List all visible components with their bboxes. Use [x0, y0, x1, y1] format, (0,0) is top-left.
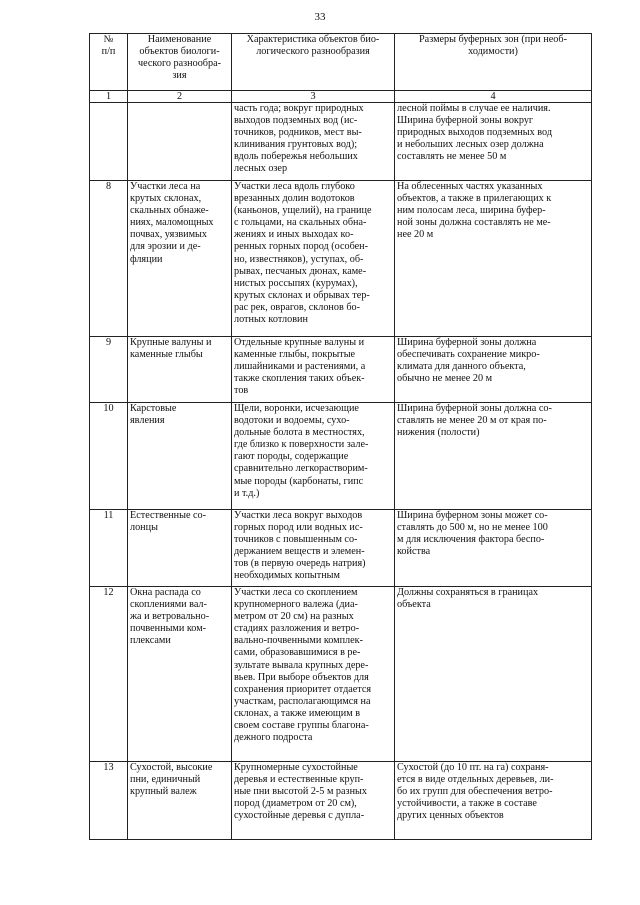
text-line: Участки леса на — [130, 181, 201, 192]
text-line: нижения (полости) — [397, 427, 480, 439]
table-header-row — [90, 34, 592, 91]
text-line: жениях и иных выходах ко- — [234, 229, 354, 241]
text-line: ним полосам леса, ширина буфер- — [397, 205, 546, 217]
text-line: склонах, а также имеющим в — [234, 707, 361, 719]
text-line: Ширина буферном зоны может со- — [397, 510, 548, 521]
row-number — [90, 103, 128, 181]
text-line: Естественные со- — [130, 510, 207, 521]
text-line: крутых склонах, — [130, 193, 202, 205]
object-characteristics-cell — [232, 587, 395, 762]
text-line: лотных котловин — [234, 314, 308, 326]
text-line: № — [103, 34, 114, 45]
object-characteristics-cell — [232, 181, 395, 337]
header-object-name — [128, 34, 232, 91]
text-line: вально-почвенными комплек- — [234, 635, 364, 647]
object-name-cell — [128, 103, 232, 181]
row-number: 10 — [90, 403, 128, 510]
column-index: 2 — [128, 91, 232, 103]
text-line: плексами — [130, 635, 171, 647]
text-line: рывах, песчаных дюнах, камe- — [234, 265, 367, 277]
text-line: ставлять не менее 20 м от края по- — [397, 415, 547, 427]
text-line: ставлять до 500 м, но не менее 100 — [397, 522, 548, 534]
table-row — [90, 403, 592, 510]
text-line: м для исключения фактора беспо- — [397, 534, 545, 546]
text-line: климата для данного объекта, — [397, 361, 526, 373]
row-number: 13 — [90, 762, 128, 840]
header-object-characteristics — [232, 34, 395, 91]
text-line: участкам, располагающимся на — [234, 695, 371, 707]
text-line: ходимости) — [468, 46, 518, 58]
text-line: Участки леса вокруг выходов — [234, 510, 363, 521]
text-line: Сухостой (до 10 пт. на га) сохраня- — [397, 762, 549, 773]
text-line: Характеристика объектов био- — [246, 34, 380, 45]
text-line: Отдельные крупные валуны и — [234, 337, 365, 348]
text-line: где близко к поверхности зале- — [234, 439, 369, 451]
text-line: ренных горных пород (особен- — [234, 241, 368, 253]
text-line: рас рек, оврагов, склонов бо- — [234, 301, 361, 313]
text-line: своем составе группы благона- — [234, 720, 369, 732]
text-line: бо их групп для обеспечения ветро- — [397, 786, 553, 798]
text-line: с гольцами, на скальных обна- — [234, 217, 367, 229]
text-line: Участки леса вдоль глубоко — [234, 181, 355, 192]
text-line: лишайниками и растениями, а — [234, 361, 366, 373]
text-line: лесных озер — [234, 163, 288, 175]
text-line: врезанных долин водотоков — [234, 193, 355, 205]
text-line: но, известняков), уступах, об- — [234, 253, 364, 265]
text-line: сами, образовавшимися в ре- — [234, 647, 361, 659]
text-line: тов — [234, 385, 249, 397]
table-row — [90, 103, 592, 181]
text-line: Крупные валуны и — [130, 337, 212, 348]
text-line: объектов, а также в прилегающих к — [397, 193, 552, 205]
buffer-zone-cell — [395, 762, 592, 840]
header-number — [90, 34, 128, 91]
text-line: обычно не менее 20 м — [397, 373, 493, 385]
text-line: зия — [172, 70, 187, 82]
text-line: нистых россыпях (курумах), — [234, 277, 358, 289]
text-line: водотоки и водоемы, сухо- — [234, 415, 350, 427]
text-line: скоплениями вал- — [130, 599, 207, 611]
text-line: мые породы (карбонаты, гипс — [234, 475, 364, 487]
text-line: Ширина буферной зоны вокруг — [397, 115, 534, 127]
text-line: устойчивости, а также в составе — [397, 798, 537, 810]
row-number: 12 — [90, 587, 128, 762]
text-line: почвенными ком- — [130, 623, 207, 635]
object-characteristics-cell — [232, 403, 395, 510]
text-line: Участки леса со скоплением — [234, 587, 358, 598]
text-line: сохранения приоритет отдается — [234, 683, 372, 695]
text-line: нее 20 м — [397, 229, 434, 241]
column-index-row — [90, 91, 592, 103]
table-row — [90, 762, 592, 840]
text-line: Ширина буферной зоны должна — [397, 337, 537, 348]
text-line: крутых склонах и обрывах тер- — [234, 289, 370, 301]
row-number: 11 — [90, 510, 128, 587]
text-line: ные пни высотой 2-5 м разных — [234, 786, 367, 798]
table-row — [90, 510, 592, 587]
object-characteristics-cell — [232, 103, 395, 181]
text-line: для эрозии и де- — [130, 241, 201, 253]
object-name-cell — [128, 403, 232, 510]
object-characteristics-cell — [232, 762, 395, 840]
text-line: и небольших лесных озер должна — [397, 139, 544, 151]
object-characteristics-cell — [232, 337, 395, 403]
text-line: почвах, уязвимых — [130, 229, 207, 241]
text-line: логического разнообразия — [256, 46, 370, 58]
table-body — [90, 103, 592, 840]
text-line: метром от 20 см) на разных — [234, 611, 354, 623]
text-line: крупный валеж — [130, 786, 197, 798]
text-line: зультате вывала крупных дере- — [234, 659, 369, 671]
object-name-cell — [128, 337, 232, 403]
text-line: Размеры буферных зон (при необ- — [419, 34, 567, 45]
text-line: природных выходов подземных вод — [397, 127, 553, 139]
text-line: тов (в первую очередь натрия) — [234, 558, 366, 570]
text-line: лонцы — [130, 522, 158, 534]
column-index: 1 — [90, 91, 128, 103]
text-line: деревья и естественные круп- — [234, 774, 364, 786]
object-name-cell — [128, 181, 232, 337]
text-line: пни, единичный — [130, 774, 201, 786]
text-line: пород (диаметром от 20 см), — [234, 798, 357, 810]
buffer-zone-cell — [395, 337, 592, 403]
text-line: вьев. При выборе объектов для — [234, 671, 369, 683]
text-line: точников, родников, мест вы- — [234, 127, 362, 139]
text-line: точников с повышенным со- — [234, 534, 358, 546]
buffer-zone-cell — [395, 403, 592, 510]
biodiversity-buffer-table — [89, 33, 592, 840]
text-line: каменные глыбы — [130, 349, 203, 361]
table-row — [90, 181, 592, 337]
object-characteristics-cell — [232, 510, 395, 587]
text-line: сухостойные деревья с дупла- — [234, 810, 365, 822]
text-line: вдоль побережья небольших — [234, 151, 358, 163]
text-line: ной зоны должна составлять не ме- — [397, 217, 551, 229]
text-line: клинивания грунтовых вод); — [234, 139, 358, 151]
text-line: ется в виде отдельных деревьев, ли- — [397, 774, 554, 786]
text-line: объектов биологи- — [139, 46, 220, 58]
text-line: Щели, воронки, исчезающие — [234, 403, 359, 414]
text-line: крупномерного валежа (диа- — [234, 599, 358, 611]
text-line: лесной поймы в случае ее наличия. — [397, 103, 551, 114]
text-line: Карстовые — [130, 403, 177, 414]
text-line: фляции — [130, 253, 163, 265]
text-line: сравнительно легкорастворим- — [234, 463, 368, 475]
header-buffer-zone-size — [395, 34, 592, 91]
row-number: 8 — [90, 181, 128, 337]
text-line: дольные болота в местностях, — [234, 427, 365, 439]
text-line: дежного подроста — [234, 732, 313, 744]
table-row — [90, 337, 592, 403]
text-line: и т.д.) — [234, 487, 260, 499]
text-line: также скопления таких объек- — [234, 373, 365, 385]
text-line: койства — [397, 546, 431, 558]
text-line: составлять не менее 50 м — [397, 151, 507, 163]
buffer-zone-cell — [395, 103, 592, 181]
text-line: Крупномерные сухостойные — [234, 762, 358, 773]
object-name-cell — [128, 762, 232, 840]
column-index: 3 — [232, 91, 395, 103]
text-line: горных пород или водных ис- — [234, 522, 363, 534]
text-line: Окна распада со — [130, 587, 201, 598]
text-line: стадиях разложения и ветро- — [234, 623, 360, 635]
text-line: Должны сохраняться в границах — [397, 587, 539, 598]
table-row — [90, 587, 592, 762]
text-line: жа и ветровально- — [130, 611, 210, 623]
text-line: ниях, маломощных — [130, 217, 214, 229]
buffer-zone-cell — [395, 510, 592, 587]
object-name-cell — [128, 587, 232, 762]
text-line: необходимых копытным — [234, 570, 340, 582]
text-line: гают породы, содержащие — [234, 451, 349, 463]
buffer-zone-cell — [395, 181, 592, 337]
column-index: 4 — [395, 91, 592, 103]
text-line: держанием веществ и элемен- — [234, 546, 365, 558]
text-line: обеспечивать сохранение микро- — [397, 349, 540, 361]
text-line: п/п — [101, 46, 116, 58]
text-line: скальных обнаже- — [130, 205, 209, 217]
object-name-cell — [128, 510, 232, 587]
text-line: объекта — [397, 599, 431, 611]
buffer-zone-cell — [395, 587, 592, 762]
page-number: 33 — [314, 11, 326, 23]
text-line: явления — [130, 415, 165, 427]
text-line: ческого разнообра- — [138, 58, 221, 70]
text-line: (каньонов, ущелий), на границе — [234, 205, 372, 217]
text-line: На облесенных частях указанных — [397, 181, 543, 192]
text-line: выходов подземных вод (ис- — [234, 115, 358, 127]
text-line: Сухостой, высокие — [130, 762, 213, 773]
text-line: других ценных объектов — [397, 810, 504, 822]
text-line: часть года; вокруг природных — [234, 103, 364, 114]
text-line: Наименование — [147, 34, 212, 45]
row-number: 9 — [90, 337, 128, 403]
text-line: Ширина буферной зоны должна со- — [397, 403, 552, 414]
text-line: каменные глыбы, покрытые — [234, 349, 356, 361]
